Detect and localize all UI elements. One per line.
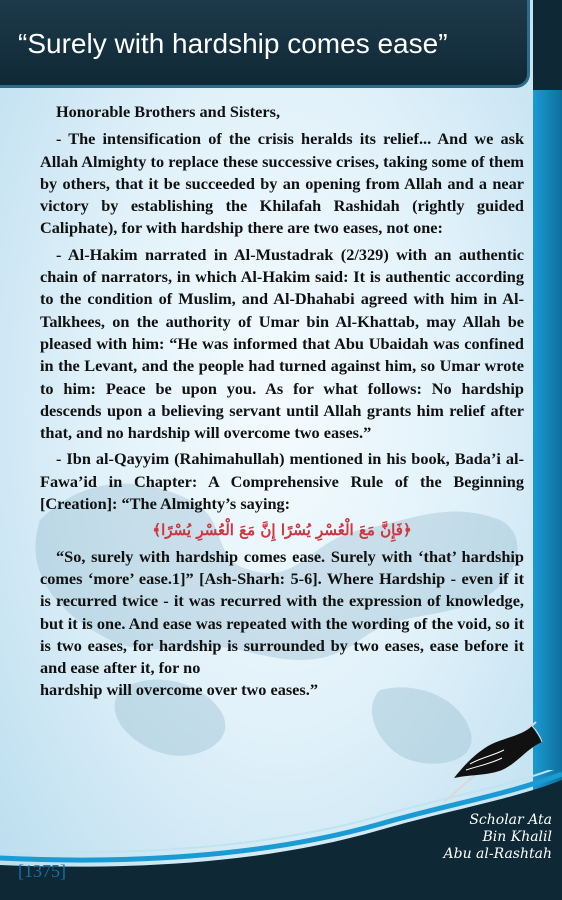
page-title: “Surely with hardship comes ease”	[18, 28, 448, 59]
author-line-2: Bin Khalil	[482, 829, 552, 845]
paragraph-ibn-al-qayyim: - Ibn al-Qayyim (Rahimahullah) mentioned in his book, Bada’i al-Fawa’id in Chapter: A Comprehensive Rule of the Beginning [Creation]: “The Almighty’s saying:	[40, 449, 524, 514]
paragraph-al-hakim: - Al-Hakim narrated in Al-Mustadrak (2/329) with an authentic chain of narrators, in which Al-Hakim said: It is authentic according to the condition of Muslim, and Al-Dhahabi agreed with him in Al-Talkhees, on the authority of Umar bin Al-Khattab, may Allah be pleased with him: “He was informed that Abu Ubaidah was confined in the Levant, and the people had turned against him, so Umar wrote to him: Peace be upon you. As for what follows: No hardship descends upon a believing servant until Allah grants him relief after that, and no hardship will overcome two eases.”	[40, 244, 524, 443]
paragraph-explanation: “So, surely with hardship comes ease. Surely with ‘that’ hardship comes ‘more’ ease.1]” [Ash-Sharh: 5-6]. Where Hardship - even if it is recurred twice - it was recurred with the expression of knowledge, but it is one. And ease was repeated with the wording of the void, so it is two eases, for hardship is surrounded by two eases, ease before it and ease after it, for no	[40, 546, 524, 678]
right-accent-bar-top	[533, 0, 562, 90]
quran-verse-arabic: ﴿فَإِنَّ مَعَ الْعُسْرِ يُسْرًا إِنَّ مَعَ الْعُسْرِ يُسْرًا﴾	[152, 521, 412, 540]
paragraph-intensification: - The intensification of the crisis heralds its relief... And we ask Allah Almighty to replace these successive crises, taking some of them by others, that it be succeeded by an opening from Allah and a near victory by establishing the Khilafah Rashidah (rightly guided Caliphate), for with hardship there are two eases, not one:	[40, 129, 524, 238]
author-line-1: Scholar Ata	[469, 812, 552, 828]
black-banner-flag-icon	[432, 716, 554, 806]
author-line-3: Abu al-Rashtah	[443, 846, 552, 862]
paragraph-explanation-end: hardship will overcome over two eases.”	[40, 680, 318, 700]
author-signature	[432, 812, 552, 863]
greeting: Honorable Brothers and Sisters,	[56, 102, 281, 121]
page-number: [1375]	[18, 861, 66, 881]
article-body	[40, 101, 524, 706]
title-banner	[0, 0, 530, 88]
